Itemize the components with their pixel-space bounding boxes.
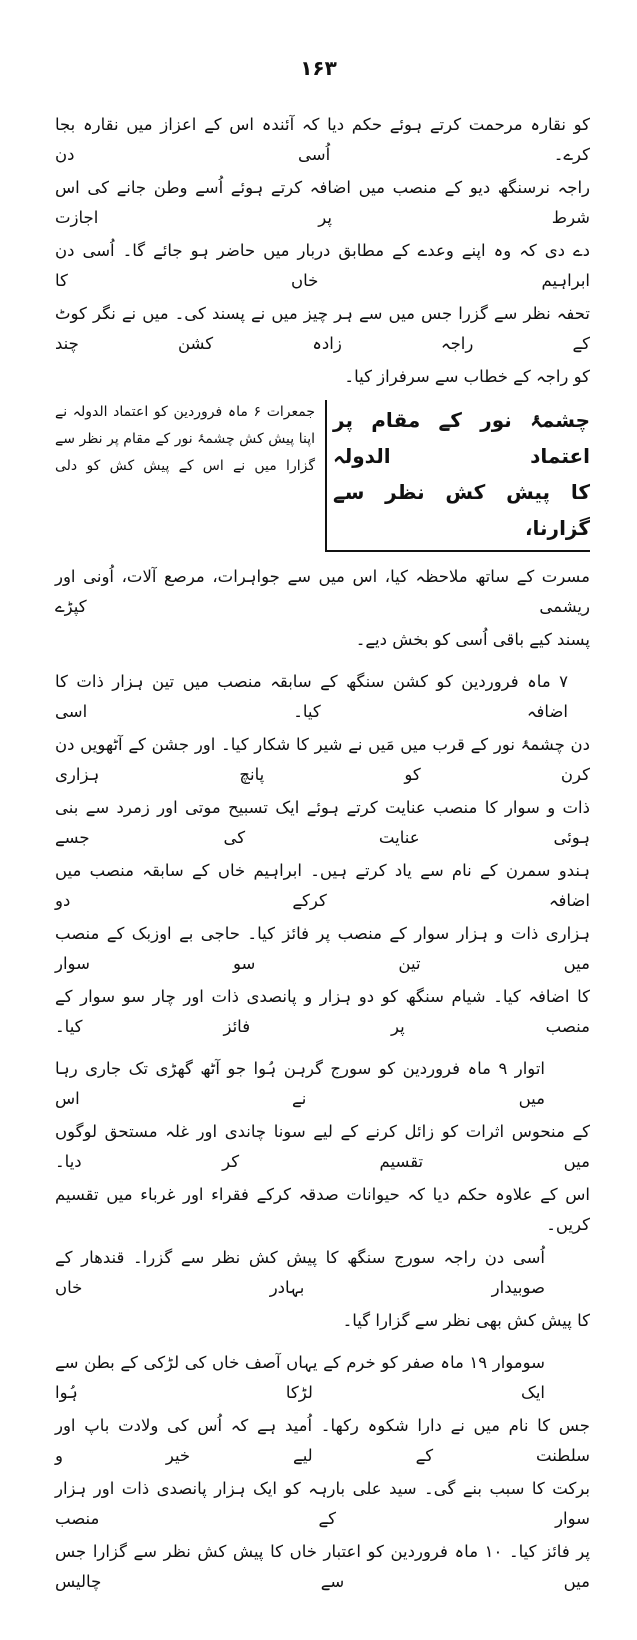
side-text [55, 400, 325, 481]
text-line: کے منحوس اثرات کو زائل کرنے کے لیے سونا چاندی اور غلہ مستحق لوگوں میں تقسیم کر دیا۔ [55, 1122, 590, 1171]
text-line: ہندو سمرن کے نام سے یاد کرتے ہیں۔ ابراہیم خاں کے سابقہ منصب میں اضافہ کرکے دو [55, 861, 590, 910]
text-line: پسند کیے باقی اُسی کو بخش دیے۔ [355, 630, 590, 649]
section-heading-line: کا پیش کش نظر سے گزارنا، [333, 480, 590, 540]
text-line: پر فائز کیا۔ ۱۰ ماہ فروردین کو اعتبار خاں کا پیش کش نظر سے گزارا جس میں سے چالیس [55, 1542, 590, 1591]
section-heading [325, 400, 590, 552]
page-number: ۱۶۳ [300, 56, 337, 80]
text-line: دن چشمۂ نور کے قرب میں مَیں نے شیر کا شکار کیا۔ اور جشن کے آٹھویں دن کرن کو پانچ ہزاری [55, 735, 590, 784]
text-line: دے دی کہ وہ اپنے وعدے کے مطابق دربار میں حاضر ہو جائے گا۔ اُسی دن ابراہیم خاں کا [55, 241, 590, 290]
text-line: کا پیش کش بھی نظر سے گزارا گیا۔ [342, 1311, 590, 1330]
text-line: جس کا نام میں نے دارا شکوہ رکھا۔ اُمید ہے کہ اُس کی ولادت باپ اور سلطنت کے لیے خیر و [55, 1416, 590, 1465]
text-line: کو راجہ کے خطاب سے سرفراز کیا۔ [344, 367, 590, 386]
text-line: ہزاری ذات و ہزار سوار کے منصب پر فائز کیا۔ حاجی بے اوزبک کے منصب میں تین سو سوار [55, 924, 590, 973]
text-line: کو نقارہ مرحمت کرتے ہوئے حکم دیا کہ آئندہ اس کے اعزاز میں نقارہ بجا کرے۔ اُسی دن [55, 115, 590, 164]
section-heading-box [55, 400, 590, 552]
text-line: اس کے علاوہ حکم دیا کہ حیوانات صدقہ کرکے فقراء اور غرباء میں تقسیم کریں۔ [55, 1185, 590, 1234]
text-line: کا اضافہ کیا۔ شیام سنگھ کو دو ہزار و پانصدی ذات اور چار سو سوار کے منصب پر فائز کیا۔ [55, 987, 590, 1036]
text-line: ذات و سوار کا منصب عنایت کرتے ہوئے ایک تسبیح موتی اور زمرد سے بنی ہوئی عنایت کی جسے [55, 798, 590, 847]
text-line: راجہ نرسنگھ دیو کے منصب میں اضافہ کرتے ہوئے اُسے وطن جانے کی اس شرط پر اجازت [55, 178, 590, 227]
side-text-line: اپنا پیش کش چشمۂ نور کے مقام پر نظر سے [55, 431, 315, 447]
text-line: برکت کا سبب بنے گی۔ سید علی بارہہ کو ایک ہزار پانصدی ذات اور ہزار سوار کے منصب [55, 1479, 590, 1528]
side-text-line: گزارا میں نے اس کے پیش کش کو دلی [55, 458, 315, 474]
text-line: اتوار ۹ ماہ فروردین کو سورج گرہن ہُوا جو آٹھ گھڑی تک جاری رہا میں نے اس [55, 1059, 545, 1108]
section-heading-line: چشمۂ نور کے مقام پر اعتماد الدولہ [333, 408, 590, 468]
side-text-line: جمعرات ۶ ماہ فروردین کو اعتماد الدولہ نے [55, 404, 315, 420]
text-line: تحفہ نظر سے گزرا جس میں سے ہر چیز میں نے پسند کی۔ میں نے نگر کوٹ کے راجہ زادہ کشن چند [55, 304, 590, 353]
text-line: اُسی دن راجہ سورج سنگھ کا پیش کش نظر سے گزرا۔ قندھار کے صوبیدار بہادر خاں [55, 1248, 545, 1297]
text-line: مسرت کے ساتھ ملاحظہ کیا، اس میں سے جواہرات، مرصع آلات، اُونی اور ریشمی کپڑے [55, 567, 590, 616]
text-line: ۷ ماہ فروردین کو کشن سنگھ کے سابقہ منصب میں تین ہزار ذات کا اضافہ کیا۔ اسی [55, 672, 568, 721]
page-body [0, 96, 637, 1640]
text-line: سوموار ۱۹ ماہ صفر کو خرم کے یہاں آصف خاں کی لڑکی کے بطن سے ایک لڑکا ہُوا [55, 1353, 545, 1402]
